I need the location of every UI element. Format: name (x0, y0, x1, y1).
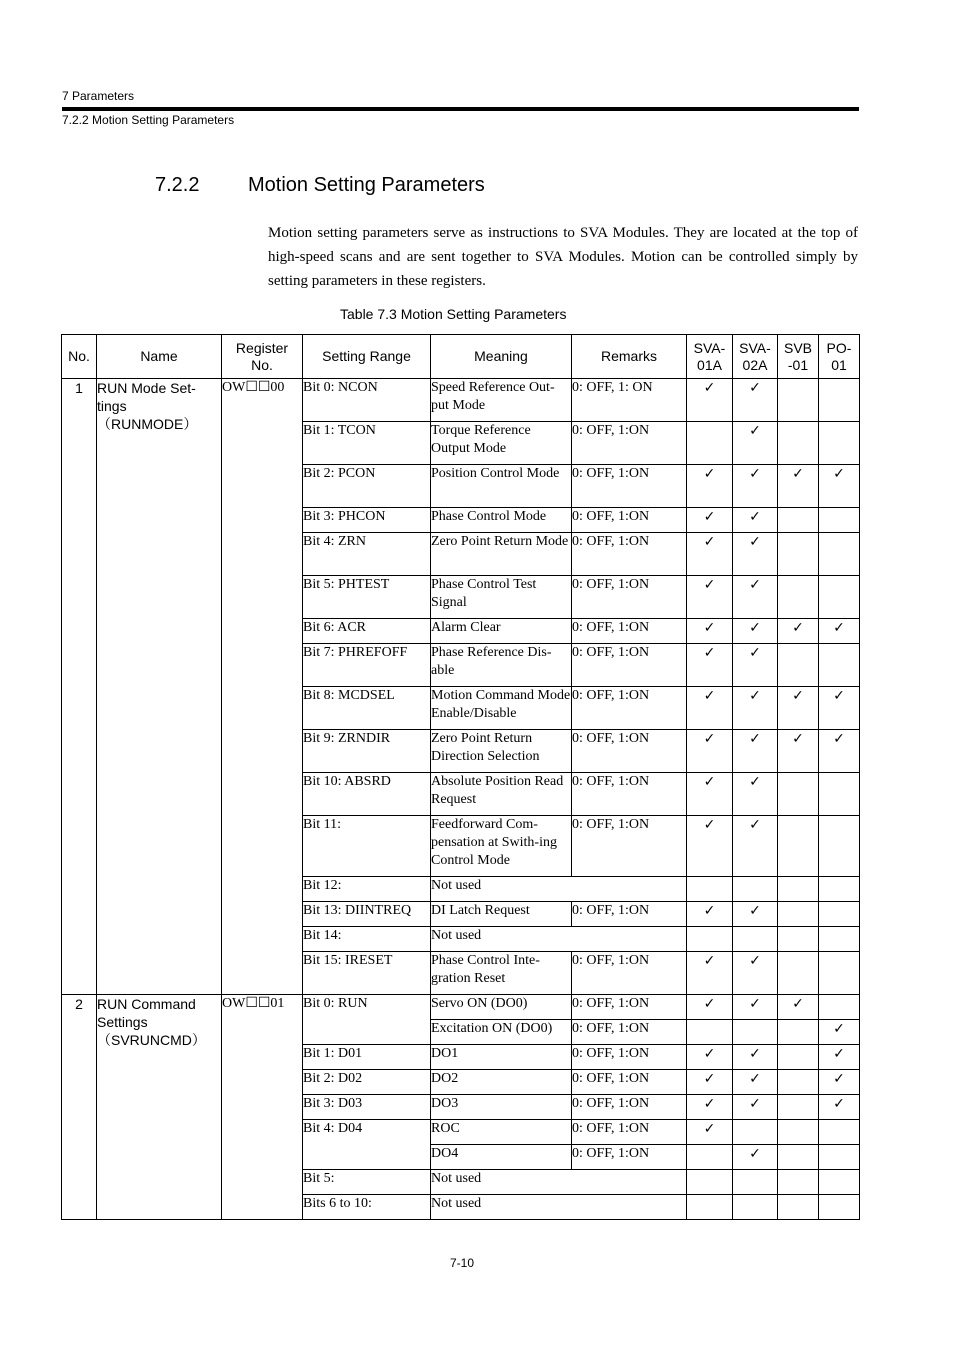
remarks: 0: OFF, 1:ON (572, 1045, 687, 1070)
setting-range: Bit 1: TCON (303, 422, 431, 465)
support-sva-01a-empty (687, 927, 733, 952)
setting-range: Bit 7: PHREFOFF (303, 644, 431, 687)
meaning: Not used (431, 927, 687, 952)
support-sva-01a-empty (687, 1170, 733, 1195)
table-caption: Table 7.3 Motion Setting Parameters (340, 306, 567, 322)
setting-range: Bit 11: (303, 816, 431, 877)
support-po-01-empty (819, 1195, 860, 1220)
remarks: 0: OFF, 1:ON (572, 1145, 687, 1170)
support-sva-02a-check-icon: ✓ (733, 952, 778, 995)
meaning: Not used (431, 877, 687, 902)
setting-range: Bit 3: PHCON (303, 508, 431, 533)
register-number: OW☐☐00 (222, 379, 303, 995)
motion-setting-parameters-table (61, 334, 860, 1220)
support-sva-02a-check-icon: ✓ (733, 1045, 778, 1070)
meaning: ROC (431, 1120, 572, 1145)
param-name-line: （RUNMODE） (97, 416, 198, 432)
support-po-01-empty (819, 533, 860, 576)
support-sva-01a-check-icon: ✓ (687, 1045, 733, 1070)
table-body (62, 379, 860, 1220)
meaning: DO1 (431, 1045, 572, 1070)
setting-range: Bit 5: PHTEST (303, 576, 431, 619)
remarks: 0: OFF, 1:ON (572, 730, 687, 773)
table-row (62, 379, 860, 422)
support-sva-01a-check-icon: ✓ (687, 576, 733, 619)
support-svb-01-empty (778, 952, 819, 995)
meaning: Servo ON (DO0) (431, 995, 572, 1020)
col-header-po-01: PO- 01 (819, 335, 860, 379)
running-header-section: 7.2.2 Motion Setting Parameters (62, 113, 235, 127)
support-sva-01a-check-icon: ✓ (687, 952, 733, 995)
param-name-line: RUN Command (97, 996, 196, 1012)
support-sva-02a-check-icon: ✓ (733, 1070, 778, 1095)
support-sva-01a-check-icon: ✓ (687, 379, 733, 422)
meaning: Position Control Mode (431, 465, 572, 508)
support-sva-01a-check-icon: ✓ (687, 816, 733, 877)
support-po-01-empty (819, 1145, 860, 1170)
support-po-01-empty (819, 644, 860, 687)
setting-range: Bit 9: ZRNDIR (303, 730, 431, 773)
meaning: Phase Control Mode (431, 508, 572, 533)
remarks: 0: OFF, 1:ON (572, 508, 687, 533)
support-svb-01-empty (778, 1195, 819, 1220)
support-po-01-empty (819, 902, 860, 927)
support-sva-01a-empty (687, 877, 733, 902)
support-svb-01-check-icon: ✓ (778, 730, 819, 773)
support-po-01-check-icon: ✓ (819, 1020, 860, 1045)
col-header-register: Register No. (222, 335, 303, 379)
remarks: 0: OFF, 1:ON (572, 533, 687, 576)
col-header-sva-02a: SVA- 02A (733, 335, 778, 379)
meaning: Absolute Position Read Request (431, 773, 572, 816)
setting-range: Bit 0: NCON (303, 379, 431, 422)
meaning: Excitation ON (DO0) (431, 1020, 572, 1045)
col-header-sva-01a: SVA- 01A (687, 335, 733, 379)
setting-range: Bit 10: ABSRD (303, 773, 431, 816)
remarks: 0: OFF, 1:ON (572, 773, 687, 816)
remarks: 0: OFF, 1:ON (572, 995, 687, 1020)
header-rule (62, 107, 859, 111)
support-svb-01-empty (778, 533, 819, 576)
support-sva-01a-check-icon: ✓ (687, 465, 733, 508)
remarks: 0: OFF, 1:ON (572, 1070, 687, 1095)
support-po-01-empty (819, 1120, 860, 1145)
setting-range: Bit 4: ZRN (303, 533, 431, 576)
support-sva-02a-empty (733, 1120, 778, 1145)
support-sva-02a-check-icon: ✓ (733, 508, 778, 533)
section-number: 7.2.2 (155, 174, 200, 196)
support-po-01-empty (819, 995, 860, 1020)
param-name (97, 379, 222, 995)
param-name-line: （SVRUNCMD） (97, 1032, 206, 1048)
meaning: DI Latch Request (431, 902, 572, 927)
col-header-name: Name (97, 335, 222, 379)
support-svb-01-empty (778, 644, 819, 687)
support-po-01-empty (819, 952, 860, 995)
support-sva-02a-check-icon: ✓ (733, 730, 778, 773)
remarks: 0: OFF, 1:ON (572, 422, 687, 465)
setting-range: Bit 13: DIINTREQ (303, 902, 431, 927)
param-number: 1 (62, 379, 97, 995)
support-sva-02a-empty (733, 1170, 778, 1195)
meaning: DO4 (431, 1145, 572, 1170)
setting-range: Bit 4: D04 (303, 1120, 431, 1170)
support-po-01-check-icon: ✓ (819, 1095, 860, 1120)
support-svb-01-empty (778, 1120, 819, 1145)
support-svb-01-empty (778, 816, 819, 877)
remarks: 0: OFF, 1:ON (572, 576, 687, 619)
remarks: 0: OFF, 1:ON (572, 1020, 687, 1045)
support-sva-01a-check-icon: ✓ (687, 773, 733, 816)
table-row (62, 995, 860, 1020)
support-po-01-empty (819, 422, 860, 465)
setting-range: Bit 0: RUN (303, 995, 431, 1045)
support-svb-01-empty (778, 1145, 819, 1170)
support-svb-01-check-icon: ✓ (778, 465, 819, 508)
setting-range: Bit 3: D03 (303, 1095, 431, 1120)
meaning: Torque Reference Output Mode (431, 422, 572, 465)
intro-paragraph: Motion setting parameters serve as instructions to SVA Modules. They are located at the top of high-speed scans and are sent together to SVA Modules. Motion can be controlled simply by setting parameters in these registers. (268, 225, 858, 289)
support-sva-02a-empty (733, 927, 778, 952)
meaning: DO2 (431, 1070, 572, 1095)
support-sva-01a-empty (687, 422, 733, 465)
meaning: Not used (431, 1170, 687, 1195)
support-po-01-empty (819, 816, 860, 877)
col-header-remarks: Remarks (572, 335, 687, 379)
table-header-row (62, 335, 860, 379)
support-sva-01a-check-icon: ✓ (687, 687, 733, 730)
support-po-01-empty (819, 1170, 860, 1195)
support-sva-01a-check-icon: ✓ (687, 1070, 733, 1095)
support-po-01-empty (819, 508, 860, 533)
support-sva-02a-check-icon: ✓ (733, 1095, 778, 1120)
setting-range: Bit 2: D02 (303, 1070, 431, 1095)
remarks: 0: OFF, 1:ON (572, 687, 687, 730)
col-header-meaning: Meaning (431, 335, 572, 379)
meaning: Not used (431, 1195, 687, 1220)
support-svb-01-empty (778, 508, 819, 533)
remarks: 0: OFF, 1:ON (572, 644, 687, 687)
support-sva-02a-check-icon: ✓ (733, 379, 778, 422)
support-svb-01-empty (778, 1095, 819, 1120)
meaning: Phase Control Test Signal (431, 576, 572, 619)
meaning: Feedforward Com-pensation at Swith-ing Control Mode (431, 816, 572, 877)
remarks: 0: OFF, 1:ON (572, 1120, 687, 1145)
support-sva-02a-empty (733, 1195, 778, 1220)
support-sva-01a-check-icon: ✓ (687, 533, 733, 576)
remarks: 0: OFF, 1:ON (572, 465, 687, 508)
support-sva-02a-check-icon: ✓ (733, 422, 778, 465)
support-svb-01-empty (778, 1020, 819, 1045)
remarks: 0: OFF, 1: ON (572, 379, 687, 422)
remarks: 0: OFF, 1:ON (572, 952, 687, 995)
support-sva-02a-check-icon: ✓ (733, 687, 778, 730)
param-name-line: RUN Mode Set- (97, 380, 196, 396)
meaning: Speed Reference Out-put Mode (431, 379, 572, 422)
support-sva-02a-check-icon: ✓ (733, 533, 778, 576)
support-svb-01-empty (778, 773, 819, 816)
page-number: 7-10 (449, 1256, 475, 1270)
support-po-01-empty (819, 773, 860, 816)
remarks: 0: OFF, 1:ON (572, 1095, 687, 1120)
support-sva-01a-check-icon: ✓ (687, 730, 733, 773)
support-sva-02a-check-icon: ✓ (733, 773, 778, 816)
support-sva-01a-empty (687, 1145, 733, 1170)
running-header-chapter: 7 Parameters (62, 89, 135, 103)
remarks: 0: OFF, 1:ON (572, 902, 687, 927)
support-sva-01a-check-icon: ✓ (687, 995, 733, 1020)
support-svb-01-empty (778, 422, 819, 465)
param-number: 2 (62, 995, 97, 1220)
support-sva-01a-check-icon: ✓ (687, 902, 733, 927)
support-po-01-check-icon: ✓ (819, 730, 860, 773)
support-sva-02a-check-icon: ✓ (733, 576, 778, 619)
support-sva-02a-check-icon: ✓ (733, 902, 778, 927)
meaning: Alarm Clear (431, 619, 572, 644)
setting-range: Bit 5: (303, 1170, 431, 1195)
support-po-01-empty (819, 877, 860, 902)
support-sva-02a-empty (733, 877, 778, 902)
setting-range: Bit 1: D01 (303, 1045, 431, 1070)
support-po-01-check-icon: ✓ (819, 619, 860, 644)
support-sva-01a-check-icon: ✓ (687, 508, 733, 533)
support-sva-02a-check-icon: ✓ (733, 619, 778, 644)
support-po-01-empty (819, 379, 860, 422)
setting-range: Bit 14: (303, 927, 431, 952)
col-header-svb-01: SVB -01 (778, 335, 819, 379)
support-po-01-check-icon: ✓ (819, 465, 860, 508)
support-po-01-check-icon: ✓ (819, 687, 860, 730)
setting-range: Bit 2: PCON (303, 465, 431, 508)
support-sva-01a-check-icon: ✓ (687, 644, 733, 687)
support-sva-02a-check-icon: ✓ (733, 1145, 778, 1170)
support-sva-02a-check-icon: ✓ (733, 816, 778, 877)
support-svb-01-empty (778, 379, 819, 422)
support-svb-01-empty (778, 576, 819, 619)
meaning: Phase Control Inte-gration Reset (431, 952, 572, 995)
support-svb-01-check-icon: ✓ (778, 619, 819, 644)
support-svb-01-check-icon: ✓ (778, 995, 819, 1020)
support-svb-01-empty (778, 927, 819, 952)
support-svb-01-empty (778, 1170, 819, 1195)
support-sva-02a-check-icon: ✓ (733, 465, 778, 508)
support-sva-02a-empty (733, 1020, 778, 1045)
param-name (97, 995, 222, 1220)
col-header-no: No. (62, 335, 97, 379)
support-svb-01-empty (778, 1045, 819, 1070)
support-sva-01a-check-icon: ✓ (687, 1120, 733, 1145)
support-po-01-empty (819, 927, 860, 952)
remarks: 0: OFF, 1:ON (572, 816, 687, 877)
meaning: DO3 (431, 1095, 572, 1120)
meaning: Zero Point Return Mode (431, 533, 572, 576)
section-title: Motion Setting Parameters (248, 174, 485, 196)
support-po-01-check-icon: ✓ (819, 1045, 860, 1070)
support-sva-02a-check-icon: ✓ (733, 644, 778, 687)
support-svb-01-check-icon: ✓ (778, 687, 819, 730)
setting-range: Bit 8: MCDSEL (303, 687, 431, 730)
setting-range: Bit 12: (303, 877, 431, 902)
support-sva-01a-empty (687, 1020, 733, 1045)
support-sva-02a-check-icon: ✓ (733, 995, 778, 1020)
support-svb-01-empty (778, 902, 819, 927)
meaning: Phase Reference Dis-able (431, 644, 572, 687)
setting-range: Bit 6: ACR (303, 619, 431, 644)
param-name-line: Settings (97, 1014, 148, 1030)
setting-range: Bits 6 to 10: (303, 1195, 431, 1220)
register-number: OW☐☐01 (222, 995, 303, 1220)
support-svb-01-empty (778, 877, 819, 902)
remarks: 0: OFF, 1:ON (572, 619, 687, 644)
setting-range: Bit 15: IRESET (303, 952, 431, 995)
meaning: Zero Point Return Direction Selection (431, 730, 572, 773)
support-po-01-empty (819, 576, 860, 619)
support-po-01-check-icon: ✓ (819, 1070, 860, 1095)
support-svb-01-empty (778, 1070, 819, 1095)
col-header-setting-range: Setting Range (303, 335, 431, 379)
param-name-line: tings (97, 398, 127, 414)
support-sva-01a-empty (687, 1195, 733, 1220)
support-sva-01a-check-icon: ✓ (687, 1095, 733, 1120)
support-sva-01a-check-icon: ✓ (687, 619, 733, 644)
meaning: Motion Command Mode Enable/Disable (431, 687, 572, 730)
